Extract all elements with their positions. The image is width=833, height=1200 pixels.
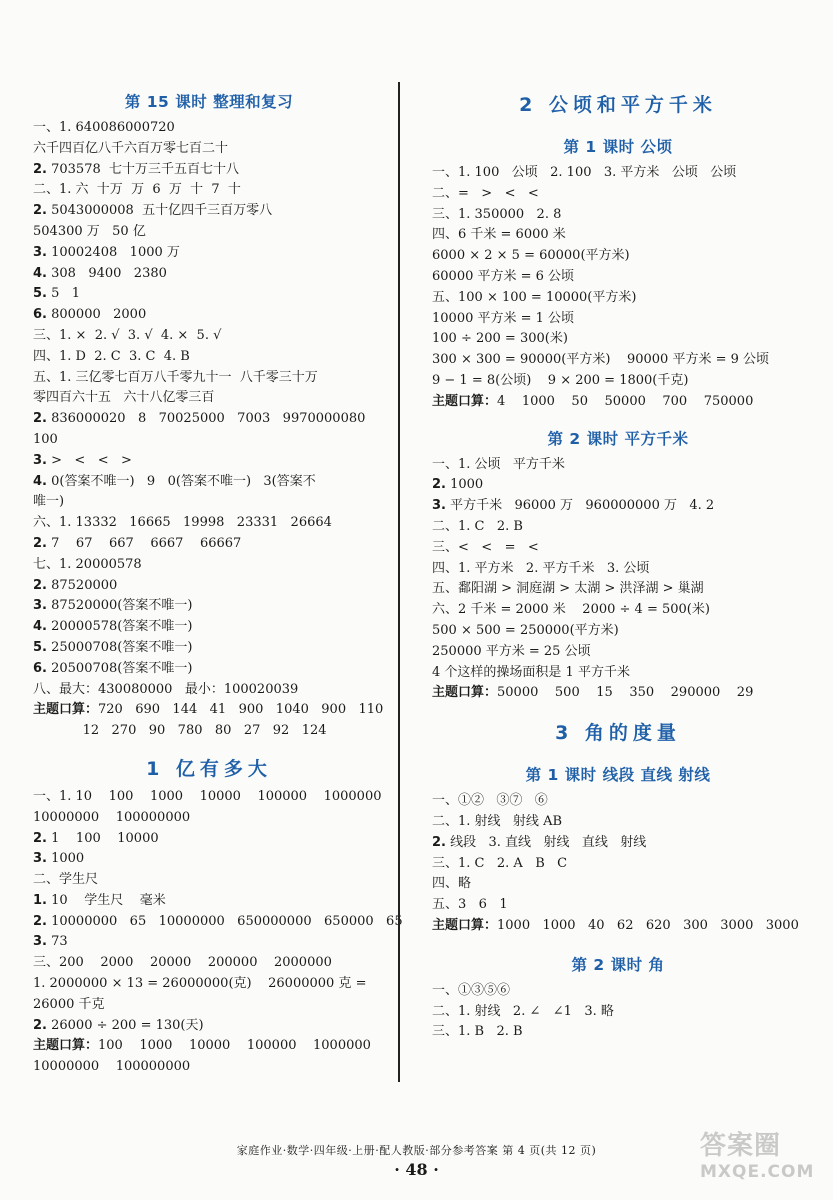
answer-text: 七、1. 20000578: [33, 556, 142, 572]
answer-label: 主题口算：: [432, 917, 498, 933]
answer-label: 2.: [33, 830, 47, 846]
answer-line: [432, 579, 804, 600]
answer-line: [33, 1057, 385, 1078]
answer-label: 6.: [33, 307, 47, 323]
answer-text: 100 ÷ 200 = 300(米): [432, 331, 568, 347]
answer-label: 主题口算：: [33, 702, 99, 718]
answer-text: 87520000(答案不唯一): [46, 598, 193, 614]
answer-line: [33, 513, 385, 534]
answer-text: 10000 平方米 = 1 公顷: [432, 310, 575, 326]
answer-line: [432, 916, 804, 937]
answer-text: 100: [33, 431, 58, 447]
answer-line: [432, 1002, 804, 1023]
answer-line: [432, 475, 804, 496]
unit-title: 1 亿有多大: [146, 757, 272, 780]
answer-text: 四、略: [432, 876, 472, 892]
answer-label: 3.: [33, 934, 47, 950]
answer-line: [33, 139, 385, 160]
answer-line: [432, 833, 804, 854]
answer-text: 二、1. 射线 射线 AB: [432, 813, 563, 829]
answer-line: [33, 617, 385, 638]
answer-text: 10 学生尺 毫米: [46, 892, 166, 908]
answer-line: [432, 663, 804, 684]
answer-line: [33, 347, 385, 368]
answer-text: 504300 万 50 亿: [33, 223, 146, 239]
answer-line: [432, 392, 804, 413]
unit-title: 2 公顷和平方千米: [519, 94, 717, 116]
answer-line: [432, 267, 804, 288]
answer-text: 100 1000 10000 100000 1000000: [98, 1038, 371, 1054]
answer-text: 6000 × 2 × 5 = 60000(平方米): [432, 248, 630, 264]
answer-text: 500 × 500 = 250000(平方米): [432, 622, 619, 638]
answer-line: [432, 371, 804, 392]
answer-text: 9 − 1 = 8(公顷) 9 × 200 = 1800(千克): [432, 372, 689, 388]
answer-text: 250000 平方米 = 25 公顷: [432, 643, 591, 659]
answer-label: 4.: [33, 265, 47, 281]
right-column: [432, 80, 804, 1043]
answer-text: 1000: [46, 851, 85, 867]
answer-line: [33, 284, 385, 305]
watermark-sub: MXQE.COM: [700, 1162, 815, 1182]
answer-label: 主题口算：: [33, 1038, 99, 1054]
answer-text: 零四百六十五 六十八亿零三百: [33, 390, 215, 406]
lesson-title: 第 1 课时 线段 直线 射线: [525, 766, 711, 785]
answer-text: 20500708(答案不唯一): [46, 660, 193, 676]
answer-text: 三、1. C 2. A B C: [432, 855, 568, 871]
answer-text: 一、①② ③⑦ ⑥: [432, 793, 548, 809]
answer-label: 3.: [33, 598, 47, 614]
answer-text: 一、1. 640086000720: [33, 120, 175, 135]
answer-text: 四、6 千米 = 6000 米: [432, 227, 566, 243]
answer-line: [432, 455, 804, 476]
answer-text: 二、学生尺: [33, 872, 99, 888]
answer-line: [33, 721, 385, 742]
answer-line: [432, 559, 804, 580]
answer-text: 1000 1000 40 62 620 300 3000 3000: [497, 917, 799, 933]
answer-text: 836000020 8 70025000 7003 9970000080: [46, 411, 366, 427]
answer-label: 2.: [33, 161, 47, 177]
answer-text: 800000 2000: [46, 307, 147, 323]
answer-text: 五、1. 三亿零七百万八千零九十一 八千零三十万: [33, 369, 318, 385]
answer-label: 3.: [33, 851, 47, 867]
answer-line: [33, 451, 385, 472]
answer-line: [33, 222, 385, 243]
answer-line: [432, 288, 804, 309]
answer-text: 7 67 667 6667 66667: [46, 535, 242, 551]
answer-line: [33, 264, 385, 285]
answer-label: 2.: [432, 477, 446, 493]
answer-line: [33, 700, 385, 721]
answer-text: 25000708(答案不唯一): [46, 639, 193, 655]
answer-line: [432, 246, 804, 267]
answer-text: 4 1000 50 50000 700 750000: [497, 393, 754, 409]
answer-line: [33, 576, 385, 597]
answer-line: [432, 791, 804, 812]
answer-text: 10000000 100000000: [33, 809, 191, 825]
left-column: [33, 80, 403, 1078]
page-footer: 家庭作业·数学·四年级·上册·配人教版·部分参考答案 第 4 页(共 12 页): [236, 1144, 597, 1157]
answer-line: [33, 160, 385, 181]
answer-line: [432, 329, 804, 350]
answer-line: [432, 309, 804, 330]
answer-line: [432, 981, 804, 1002]
answer-line: [33, 534, 385, 555]
answer-line: [33, 787, 385, 808]
answer-text: 4 个这样的操场面积是 1 平方千米: [432, 664, 630, 680]
answer-line: [33, 1036, 385, 1057]
answer-text: 26000 ÷ 200 = 130(天): [46, 1017, 204, 1033]
answer-line: [432, 895, 804, 916]
answer-label: 4.: [33, 619, 47, 635]
watermark-main: 答案圈: [700, 1131, 782, 1161]
answer-text: 一、1. 100 公顷 2. 100 3. 平方米 公顷 公顷: [432, 165, 737, 180]
unit-title: 3 角的度量: [555, 722, 681, 745]
answer-line: [33, 808, 385, 829]
answer-text: 三、1. 350000 2. 8: [432, 206, 562, 222]
answer-label: 3.: [432, 498, 446, 514]
answer-line: [33, 659, 385, 680]
answer-text: 87520000: [46, 577, 118, 593]
answer-line: [33, 555, 385, 576]
answer-text: 300 × 300 = 90000(平方米) 90000 平方米 = 9 公顷: [432, 352, 770, 368]
answer-line: [33, 680, 385, 701]
answer-line: [33, 368, 385, 389]
answer-text: 1000: [445, 477, 484, 493]
answer-text: 二、1. 射线 2. ∠ ∠1 3. 略: [432, 1003, 614, 1019]
answer-text: 10000000 100000000: [33, 1059, 191, 1075]
answer-text: 三、1. B 2. B: [432, 1024, 523, 1040]
answer-line: [432, 683, 804, 704]
answer-label: 3.: [33, 452, 47, 468]
answer-label: 5.: [33, 639, 47, 655]
answer-line: [432, 538, 804, 559]
answer-line: [33, 829, 385, 850]
answer-text: 73: [46, 934, 68, 950]
column-divider: [398, 82, 400, 1082]
answer-text: 一、1. 公顷 平方千米: [432, 456, 565, 472]
answer-line: [33, 638, 385, 659]
answer-line: [432, 184, 804, 205]
answer-text: 八、最大：430080000 最小：100020039: [33, 681, 299, 697]
lesson-title: 第 2 课时 角: [571, 955, 665, 974]
answer-line: [33, 596, 385, 617]
answer-line: [432, 163, 804, 184]
answer-label: 2.: [33, 1017, 47, 1033]
answer-text: 1. 2000000 × 13 = 26000000(克) 26000000 克 =: [33, 976, 367, 992]
answer-line: [33, 388, 385, 409]
answer-line: [432, 621, 804, 642]
answer-text: 二、1. C 2. B: [432, 518, 523, 534]
answer-line: [33, 1016, 385, 1037]
answer-line: [33, 974, 385, 995]
answer-line: [33, 326, 385, 347]
answer-text: 703578 七十万三千五百七十八: [46, 161, 240, 177]
answer-line: [33, 849, 385, 870]
answer-label: 2.: [33, 203, 47, 219]
answer-text: 0(答案不唯一) 9 0(答案不唯一) 3(答案不: [46, 473, 316, 489]
answer-text: 720 690 144 41 900 1040 900 110: [98, 702, 384, 718]
answer-label: 6.: [33, 660, 47, 676]
answer-line: [33, 472, 385, 493]
answer-text: 三、< < = <: [432, 539, 539, 555]
answer-text: 三、1. × 2. √ 3. √ 4. × 5. √: [33, 327, 222, 343]
answer-line: [432, 812, 804, 833]
answer-line: [33, 932, 385, 953]
answer-label: 1.: [33, 892, 47, 908]
answer-line: [432, 350, 804, 371]
answer-label: 2.: [33, 913, 47, 929]
answer-text: 二、1. 六 十万 万 6 万 十 7 十: [33, 182, 241, 198]
answer-text: 1 100 10000: [46, 830, 159, 846]
answer-text: 六、1. 13332 16665 19998 23331 26664: [33, 515, 332, 531]
answer-line: [33, 995, 385, 1016]
answer-text: 六千四百亿八千六百万零七百二十: [33, 140, 229, 156]
answer-line: [33, 305, 385, 326]
answer-line: [33, 492, 385, 513]
answer-text: 50000 500 15 350 290000 29: [497, 685, 754, 701]
answer-text: 12 270 90 780 80 27 92 124: [33, 723, 327, 739]
answer-line: [432, 1022, 804, 1043]
answer-text: 五、鄱阳湖 > 洞庭湖 > 太湖 > 洪泽湖 > 巢湖: [432, 581, 704, 597]
page-number: · 48 ·: [394, 1160, 439, 1179]
answer-text: 二、= > < <: [432, 185, 539, 201]
answer-text: 唯一): [33, 494, 65, 510]
answer-line: [432, 205, 804, 226]
answer-line: [33, 409, 385, 430]
answer-label: 2.: [33, 535, 47, 551]
answer-text: 六、2 千米 = 2000 米 2000 ÷ 4 = 500(米): [432, 602, 710, 618]
answer-label: 主题口算：: [432, 393, 498, 409]
answer-text: > < < >: [46, 452, 132, 468]
answer-line: [33, 430, 385, 451]
answer-line: [432, 225, 804, 246]
answer-line: [432, 496, 804, 517]
answer-text: 五、3 6 1: [432, 897, 508, 913]
answer-text: 四、1. D 2. C 3. C 4. B: [33, 348, 190, 364]
lesson-title: 第 15 课时 整理和复习: [124, 93, 294, 111]
answer-line: [432, 517, 804, 538]
answer-label: 2.: [432, 834, 446, 850]
answer-text: 5 1: [46, 286, 81, 302]
answer-text: 10002408 1000 万: [46, 244, 180, 260]
answer-text: 26000 千克: [33, 996, 105, 1012]
answer-label: 主题口算：: [432, 685, 498, 701]
answer-line: [33, 870, 385, 891]
answer-text: 308 9400 2380: [46, 265, 167, 281]
answer-text: 平方千米 96000 万 960000000 万 4. 2: [445, 498, 715, 514]
answer-line: [432, 600, 804, 621]
answer-line: [432, 874, 804, 895]
lesson-title: 第 2 课时 平方千米: [547, 429, 689, 448]
answer-line: [432, 642, 804, 663]
watermark-logo: [700, 1130, 818, 1188]
answer-label: 4.: [33, 473, 47, 489]
answer-line: [33, 180, 385, 201]
answer-line: [33, 891, 385, 912]
answer-line: [33, 243, 385, 264]
answer-text: 一、①③⑤⑥: [432, 982, 511, 998]
answer-text: 60000 平方米 = 6 公顷: [432, 268, 575, 284]
answer-line: [432, 854, 804, 875]
answer-text: 20000578(答案不唯一): [46, 619, 193, 635]
answer-line: [33, 953, 385, 974]
answer-text: 5043000008 五十亿四千三百万零八: [46, 203, 273, 219]
answer-line: [33, 118, 385, 139]
answer-label: 2.: [33, 411, 47, 427]
answer-label: 2.: [33, 577, 47, 593]
answer-text: 五、100 × 100 = 10000(平方米): [432, 289, 637, 305]
answer-text: 一、1. 10 100 1000 10000 100000 1000000: [33, 788, 382, 804]
answer-line: [33, 912, 403, 933]
answer-text: 四、1. 平方米 2. 平方千米 3. 公顷: [432, 560, 650, 576]
answer-label: 5.: [33, 286, 47, 302]
answer-line: [33, 201, 385, 222]
lesson-title: 第 1 课时 公顷: [563, 138, 673, 156]
answer-text: 三、200 2000 20000 200000 2000000: [33, 955, 332, 971]
answer-label: 3.: [33, 244, 47, 260]
answer-text: 线段 3. 直线 射线 直线 射线: [445, 834, 647, 850]
answer-text: 10000000 65 10000000 650000000 650000 65: [46, 913, 403, 929]
